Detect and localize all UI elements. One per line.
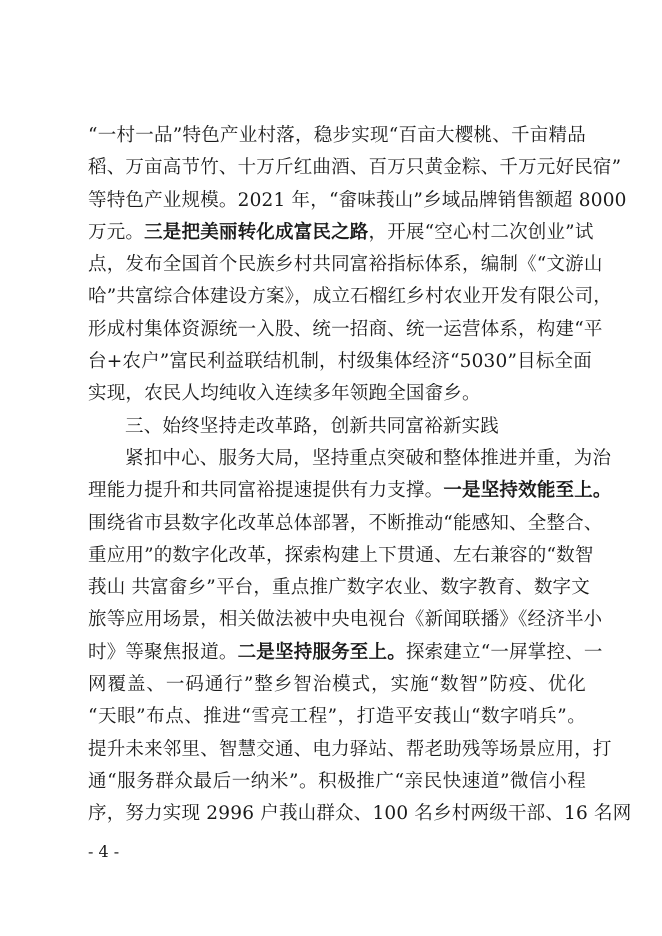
text-line (88, 540, 594, 572)
text-line (88, 604, 603, 636)
text-line (88, 669, 586, 701)
text-line (88, 508, 603, 540)
text-segment: 三、始终坚持走改革路，创新共同富裕新实践 (125, 415, 500, 437)
text-line (88, 217, 594, 249)
text-line (88, 185, 627, 217)
text-line (88, 346, 592, 378)
text-segment: ，开展“空心村二次创业”试 (368, 221, 594, 243)
text-segment: 实现，农民人均纯收入连续多年领跑全国畲乡。 (88, 383, 481, 405)
text-segment: 通“服务群众最后一纳米”。积极推广“亲民快速道”微信小程 (88, 770, 586, 792)
text-segment: 旅等应用场景，相关做法被中央电视台《新闻联播》《经济半小 (88, 609, 603, 631)
bold-text-segment: 三是把美丽转化成富民之路 (144, 221, 369, 243)
text-line (88, 475, 612, 507)
text-segment: 紧扣中心、服务大局，坚持重点突破和整体推进并重，为治 (125, 447, 612, 469)
text-line (88, 637, 603, 669)
section-heading (88, 411, 586, 443)
body-text (88, 120, 632, 831)
text-segment: 哈”共富综合体建设方案》，成立石榴红乡村农业开发有限公司， (88, 286, 613, 308)
text-segment: 形成村集体资源统一入股、统一招商、统一运营体系，构建“平 (88, 318, 603, 340)
text-segment: 围绕省市县数字化改革总体部署，不断推动“能感知、全整合、 (88, 512, 603, 534)
text-line (88, 798, 632, 830)
text-segment: 网覆盖、一码通行”整乡智治模式，实施“数智”防疫、优化 (88, 674, 586, 696)
text-line (88, 378, 586, 410)
text-segment: 重应用”的数字化改革，探索构建上下贯通、左右兼容的“数智 (88, 544, 594, 566)
text-segment: 台+农户”富民利益联结机制，村级集体经济“5030”目标全面 (88, 351, 592, 373)
text-line (88, 443, 612, 475)
text-segment: 万元。 (88, 221, 145, 243)
text-line (88, 314, 603, 346)
text-line (88, 281, 613, 313)
text-line (88, 249, 603, 281)
bold-text-segment: 二是坚持服务至上。 (237, 641, 406, 663)
page-number: - 4 - (88, 842, 120, 861)
text-segment: “天眼”布点、推进“雪亮工程”，打造平安莪山“数字哨兵”。 (88, 706, 586, 728)
text-line (88, 766, 586, 798)
text-line (88, 120, 586, 152)
text-line (88, 734, 612, 766)
text-line (88, 572, 590, 604)
bold-text-segment: 一是坚持效能至上。 (443, 480, 612, 502)
text-segment: 等特色产业规模。2021 年，“畲味莪山”乡域品牌销售额超 8000 (88, 189, 627, 211)
text-segment: 时》等聚焦报道。 (88, 641, 238, 663)
text-segment: 点，发布全国首个民族乡村共同富裕指标体系，编制《“文游山 (88, 254, 603, 276)
text-segment: “一村一品”特色产业村落，稳步实现“百亩大樱桃、千亩精品 (88, 125, 586, 146)
text-line (88, 152, 622, 184)
text-segment: 理能力提升和共同富裕提速提供有力支撑。 (88, 480, 444, 502)
text-segment: 提升未来邻里、智慧交通、电力驿站、帮老助残等场景应用，打 (88, 738, 612, 760)
text-line (88, 701, 586, 733)
text-segment: 序，努力实现 2996 户莪山群众、100 名乡村两级干部、16 名网 (88, 803, 632, 825)
text-segment: 莪山 共富畲乡”平台，重点推广数字农业、数字教育、数字文 (88, 577, 590, 599)
text-segment: 稻、万亩高节竹、十万斤红曲酒、百万只黄金粽、千万元好民宿” (88, 157, 622, 179)
text-segment: 探索建立“一屏掌控、一 (405, 641, 603, 663)
